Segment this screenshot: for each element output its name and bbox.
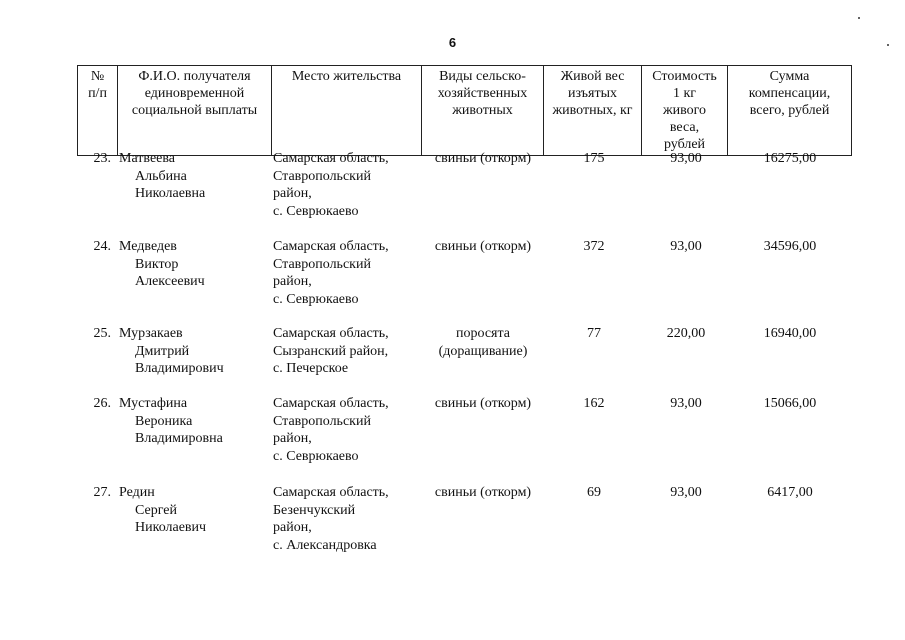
compensation-total: 16275,00 (763, 151, 817, 166)
recipient-name (119, 325, 269, 378)
residence-line: Самарская область, (273, 485, 389, 500)
recipient-name-line: Альбина (135, 168, 187, 184)
live-weight: 69 (587, 485, 601, 500)
scan-speck (858, 17, 860, 19)
header-text-line: рублей (663, 137, 706, 152)
animal-type (422, 395, 544, 413)
row-number: 24. (93, 239, 111, 254)
recipient-name-line: Алексеевич (135, 274, 205, 289)
header-price-per-kg (642, 66, 728, 156)
residence-line: район, (273, 520, 312, 535)
header-live-weight (544, 66, 642, 156)
recipient-name-line: Николаевич (135, 520, 207, 535)
header-text-line: хозяйственных (437, 86, 528, 101)
residence-line: Самарская область, (273, 239, 389, 254)
recipient-name-line: Редин (119, 485, 155, 500)
residence-line: с. Севрюкаево (273, 203, 359, 219)
recipient-name (119, 150, 269, 203)
compensation-total: 15066,00 (763, 396, 817, 411)
residence-line: Безенчукский (273, 502, 356, 518)
live-weight: 175 (583, 151, 605, 166)
recipient-name-line: Мурзакаев (119, 326, 183, 341)
row-number: 26. (93, 396, 111, 411)
residence (273, 150, 423, 220)
residence-line: Самарская область, (273, 396, 389, 411)
scan-speck (887, 44, 889, 46)
recipient-name-line: Виктор (135, 256, 179, 272)
price-per-kg: 93,00 (670, 485, 702, 500)
residence (273, 395, 423, 465)
header-text-line: животных, кг (552, 103, 633, 118)
recipient-name-line: Владимировна (135, 431, 223, 446)
residence-line: район, (273, 186, 312, 201)
recipient-name-line: Матвеева (119, 151, 176, 166)
header-text-line: Ф.И.О. получателя (138, 69, 251, 84)
residence-line: с. Севрюкаево (273, 291, 359, 307)
residence-line: с. Севрюкаево (273, 448, 359, 464)
animal-type (422, 484, 544, 502)
header-compensation-total (728, 66, 852, 156)
recipient-name-line: Сергей (135, 502, 177, 518)
header-animal-type (422, 66, 544, 156)
header-full-name (118, 66, 272, 156)
table-header (77, 65, 852, 156)
price-per-kg: 220,00 (666, 326, 706, 341)
header-text-line: веса, (669, 120, 700, 135)
residence-line: Ставропольский (273, 168, 371, 184)
animal-type-line: (доращивание) (438, 343, 528, 359)
compensation-total: 6417,00 (767, 485, 813, 500)
recipient-name-line: Медведев (119, 239, 177, 254)
residence-line: район, (273, 274, 312, 289)
row-number: 23. (93, 151, 111, 166)
header-text-line: Стоимость (652, 69, 717, 84)
header-text-line: Живой вес (560, 69, 625, 84)
page-number: 6 (448, 35, 457, 50)
price-per-kg: 93,00 (670, 396, 702, 411)
recipient-name-line: Дмитрий (135, 343, 190, 359)
header-text-line: Сумма (769, 69, 810, 84)
live-weight: 162 (583, 396, 605, 411)
header-text-line: Место жительства (291, 69, 402, 84)
residence-line: Ставропольский (273, 413, 371, 429)
header-text-line: единовременной (144, 86, 245, 101)
header-text-line: всего, рублей (749, 103, 830, 118)
residence-line: Самарская область, (273, 151, 389, 166)
header-text-line: социальной выплаты (131, 103, 258, 118)
header-text-line: изъятых (568, 86, 617, 101)
header-text-line: Виды сельско- (439, 69, 526, 84)
row-number: 25. (93, 326, 111, 341)
residence-line: Сызранский район, (273, 343, 389, 359)
residence (273, 484, 423, 554)
animal-type (422, 150, 544, 168)
live-weight: 372 (583, 239, 605, 254)
residence-line: Ставропольский (273, 256, 371, 272)
animal-type (422, 325, 544, 360)
price-per-kg: 93,00 (670, 151, 702, 166)
residence-line: с. Печерское (273, 361, 349, 376)
animal-type-line: свиньи (откорм) (434, 151, 532, 166)
animal-type-line: поросята (456, 326, 510, 341)
recipient-name (119, 238, 269, 291)
animal-type-line: свиньи (откорм) (434, 485, 532, 500)
compensation-total: 16940,00 (763, 326, 817, 341)
recipient-name-line: Вероника (135, 413, 193, 429)
recipient-name-line: Николаевна (135, 186, 206, 201)
header-text-line: № (90, 69, 105, 84)
recipient-name (119, 484, 269, 537)
recipient-name-line: Владимирович (135, 361, 224, 376)
residence (273, 325, 423, 378)
animal-type (422, 238, 544, 256)
live-weight: 77 (587, 326, 601, 341)
header-text-line: животных (452, 103, 513, 118)
animal-type-line: свиньи (откорм) (434, 396, 532, 411)
header-residence (272, 66, 422, 156)
animal-type-line: свиньи (откорм) (434, 239, 532, 254)
price-per-kg: 93,00 (670, 239, 702, 254)
residence-line: с. Александровка (273, 537, 377, 553)
header-text-line: живого (662, 103, 707, 118)
header-text-line: компенсации, (748, 86, 831, 101)
header-number (78, 66, 118, 156)
row-number: 27. (93, 485, 111, 500)
residence (273, 238, 423, 308)
recipient-name (119, 395, 269, 448)
recipient-name-line: Мустафина (119, 396, 188, 411)
residence-line: Самарская область, (273, 326, 389, 341)
residence-line: район, (273, 431, 312, 446)
header-text-line: п/п (88, 86, 107, 101)
header-text-line: 1 кг (672, 86, 697, 101)
compensation-total: 34596,00 (763, 239, 817, 254)
